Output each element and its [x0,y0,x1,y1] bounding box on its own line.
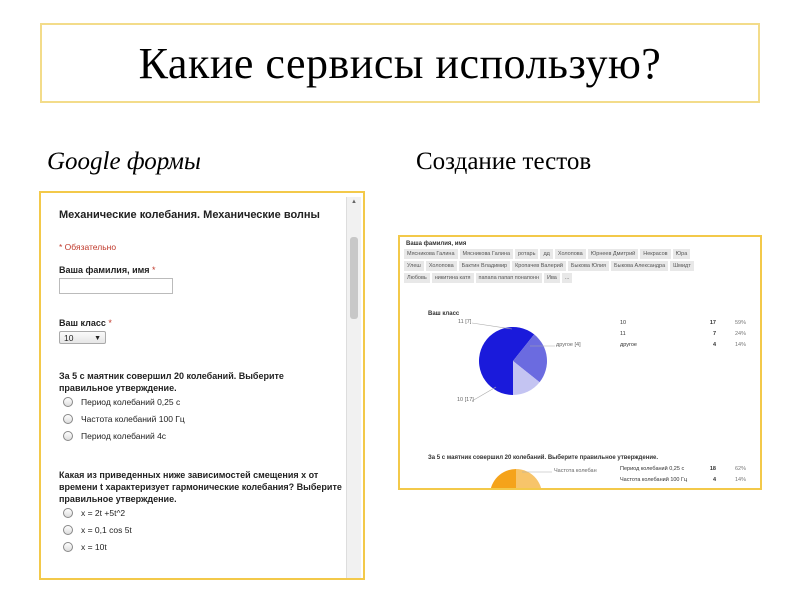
name-chip: дд [540,249,552,259]
form-heading: Механические колебания. Механические волны [59,209,320,221]
q1-pie-label: Частота колебан [554,468,597,474]
name-chip: ... [562,273,573,283]
scrollbar-thumb[interactable] [350,237,358,319]
slide-title: Какие сервисы использую? [138,38,662,88]
stat-row [618,317,748,328]
class-select[interactable]: 10 ▼ [59,331,106,344]
stat-pct: 24% [734,330,746,337]
stat-row [618,328,748,339]
radio-button-icon[interactable] [63,508,73,518]
names-title: Ваша фамилия, имя [406,241,467,247]
name-chip: Ива [544,273,560,283]
radio-button-icon[interactable] [63,525,73,535]
class-stats-table [618,317,748,350]
q1-option-2[interactable]: Частота колебаний 100 Гц [63,414,185,424]
q1-option-1[interactable]: Период колебаний 0,25 с [63,397,180,407]
name-chip: Холопова [555,249,586,259]
name-chip: никитина катя [432,273,474,283]
stat-count: 7 [712,330,716,337]
q1-pie-slice [490,469,516,488]
stat-pct: 14% [734,476,746,483]
name-chip: ротарь [515,249,538,259]
name-chip: Мясникова Галина [460,249,514,259]
form-body [45,197,343,578]
radio-button-icon[interactable] [63,397,73,407]
name-chip: Бактин Владимир [459,261,510,271]
pie-label-11: 11 [7] [458,319,472,325]
q2-option-2[interactable]: x = 0,1 cos 5t [63,525,132,535]
stat-count: 4 [712,341,716,348]
stat-label: 11 [620,330,626,337]
radio-button-icon[interactable] [63,431,73,441]
q2-option-3[interactable]: x = 10t [63,542,107,552]
name-chip: Кропачев Валерий [512,261,566,271]
q1-option-3[interactable]: Период колебаний 4с [63,431,166,441]
stat-row [618,463,748,474]
radio-button-icon[interactable] [63,542,73,552]
name-chip: Некрасов [640,249,670,259]
required-note: * Обязательно [59,242,117,252]
stat-count: 17 [709,319,716,326]
stat-pct: 62% [734,465,746,472]
question-2: Какая из приведенных ниже зависимостей смещения x от времени t характеризует гармонические колебания? Выберите правильное утверждение. [59,470,342,504]
name-chip: Юра [673,249,691,259]
stat-pct: 59% [734,319,746,326]
stat-label: другое [620,341,637,348]
name-input[interactable] [59,278,173,294]
name-chip: Любовь [404,273,430,283]
stat-count: 18 [709,465,716,472]
name-chip: Быкова Александра [611,261,668,271]
stat-label: Период колебаний 0,25 с [620,465,685,472]
radio-button-icon[interactable] [63,414,73,424]
class-section-title: Ваш класс [428,311,460,317]
form-scrollbar[interactable] [346,197,361,578]
name-chip: папапа папап понапонн [476,273,542,283]
name-chip: Мясникова Галина [404,249,458,259]
stat-count: 4 [712,476,716,483]
name-chip: Холопова [426,261,457,271]
results-screenshot [398,235,762,490]
stat-row [618,339,748,350]
name-label: Ваша фамилия, имя * [59,265,156,275]
q2-option-1[interactable]: x = 2t +5t^2 [63,508,125,518]
pie-label-other: другое [4] [556,342,581,348]
name-chip: Быкова Юлия [568,261,609,271]
q1-section-title: За 5 с маятник совершил 20 колебаний. Выберите правильное утверждение. [428,455,659,461]
stat-label: Частота колебаний 100 Гц [620,476,688,483]
name-chip: Шмидт [670,261,694,271]
create-tests-heading: Создание тестов [416,148,592,175]
stat-label: 10 [620,319,627,326]
class-pie-chart [400,237,760,488]
question-1: За 5 с маятник совершил 20 колебаний. Выберите правильное утверждение. [59,371,284,393]
q1-stats-table [618,463,748,485]
scroll-up-arrow-icon[interactable]: ▲ [351,199,357,205]
class-label: Ваш класс * [59,318,112,328]
google-forms-heading: Google формы [47,148,201,175]
google-form-screenshot [39,191,365,580]
stat-row [618,474,748,485]
stat-pct: 14% [734,341,746,348]
name-chip: Улеш [404,261,424,271]
pie-label-10: 10 [17] [457,397,474,403]
dropdown-arrow-icon: ▼ [94,335,101,342]
name-chip: Юрнеев Дмитрий [588,249,639,259]
slide-title-box [40,23,760,103]
